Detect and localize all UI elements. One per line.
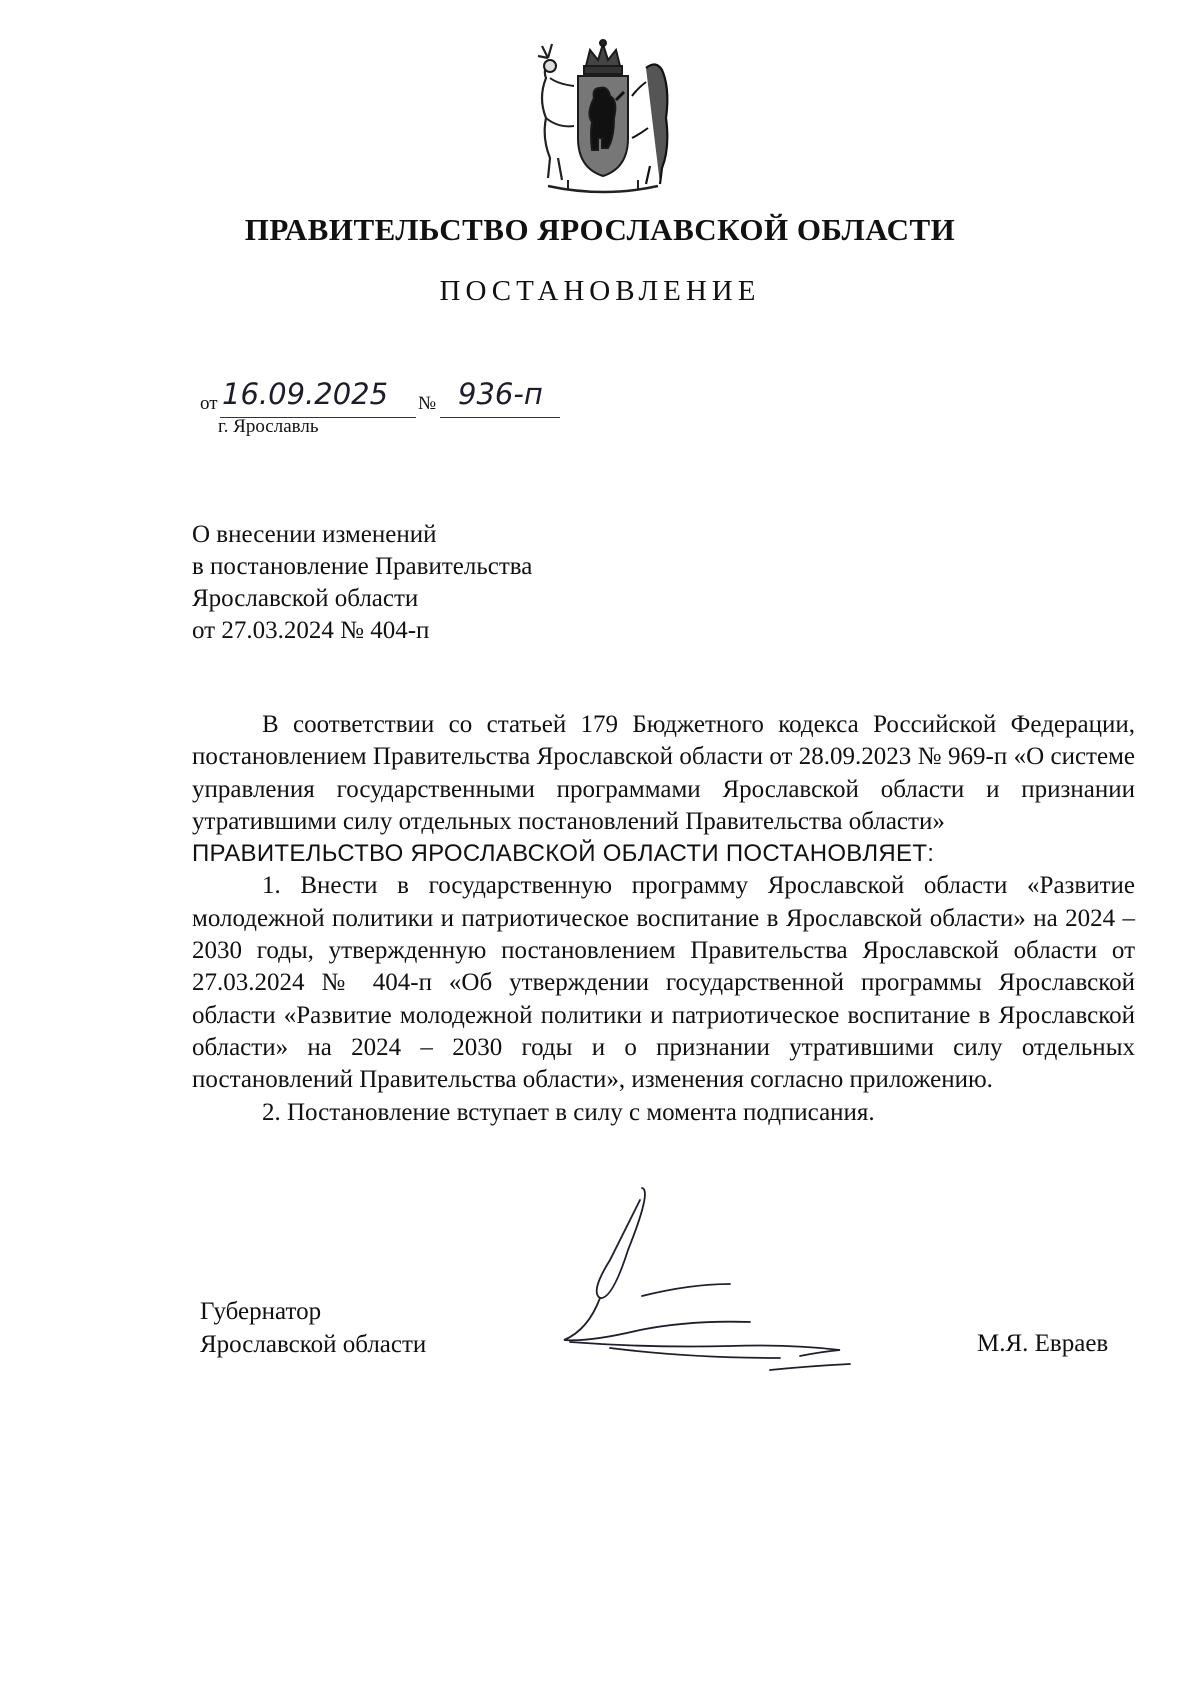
number-underline <box>440 417 560 418</box>
signer-position <box>200 1295 426 1361</box>
item-2-paragraph: 2. Постановление вступает в силу с момента подписания. <box>262 1098 875 1126</box>
handwritten-date: 16.09.2025 <box>222 377 389 411</box>
organization-title: ПРАВИТЕЛЬСТВО ЯРОСЛАВСКОЙ ОБЛАСТИ <box>244 212 956 247</box>
coat-of-arms-icon <box>528 38 678 198</box>
resolves-heading: ПРАВИТЕЛЬСТВО ЯРОСЛАВСКОЙ ОБЛАСТИ ПОСТАНОВЛЯЕТ: <box>192 840 935 868</box>
item-1-paragraph: 1. Внести в государственную программу Ярославской области «Развитие молодежной политики и патриотическое воспитание в Ярославской области» на 2024 – 2030 годы, утвержденную постановлением Правительства Ярославской области от 27.03.2024 № 404-п «Об утверждении государственной программы Ярославской области «Развитие молодежной политики и патриотическое воспитание в Ярославской области» на 2024 – 2030 годы и о признании утратившими силу отдельных постановлений Правительства области», изменения согласно приложению. <box>192 872 1135 1094</box>
number-prefix: № <box>418 393 437 414</box>
signer-position-line: Губернатор <box>200 1298 322 1325</box>
preamble-paragraph: В соответствии со статьей 179 Бюджетного кодекса Российской Федерации, постановлением Правительства Ярославской области от 28.09.2023 № 969-п «О системе управления государственными программами Ярославской области и признании утратившими силу отдельных постановлений Правительства области» <box>192 711 1135 835</box>
city: г. Ярославль <box>218 416 319 437</box>
document-body <box>192 709 1135 1129</box>
handwritten-number: 936-п <box>458 377 543 411</box>
document-type-title: ПОСТАНОВЛЕНИЕ <box>439 275 761 307</box>
handwritten-signature <box>530 1180 910 1380</box>
document-subject <box>192 519 792 647</box>
subject-line: Ярославской области <box>192 585 419 612</box>
signer-position-line: Ярославской области <box>200 1331 427 1358</box>
signer-name: М.Я. Евраев <box>977 1330 1109 1357</box>
subject-line: от 27.03.2024 № 404-п <box>192 617 430 644</box>
date-prefix: от <box>200 393 218 414</box>
subject-line: О внесении изменений <box>192 521 437 548</box>
subject-line: в постановление Правительства <box>192 553 533 580</box>
